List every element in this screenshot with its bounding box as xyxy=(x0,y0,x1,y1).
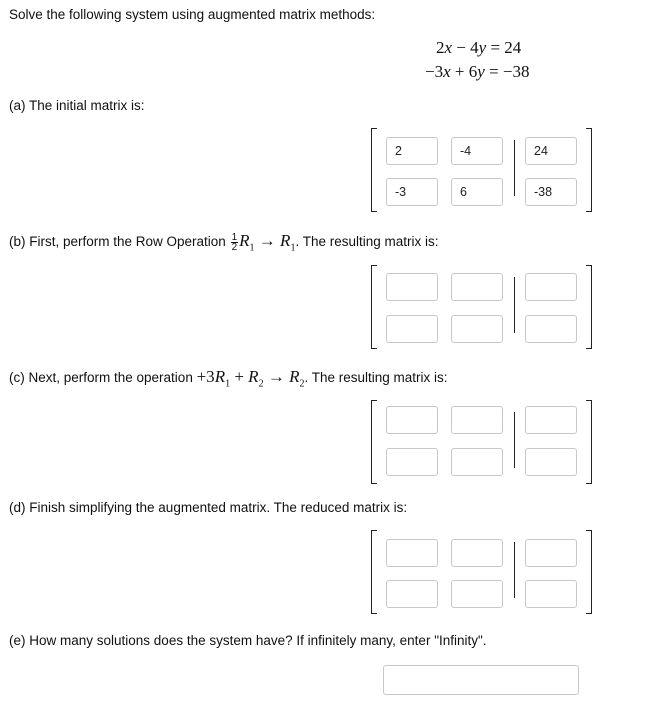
matrix-a-r1c2[interactable] xyxy=(451,137,503,165)
matrix-b-right-bracket xyxy=(586,265,592,349)
matrix-a-divider xyxy=(514,140,515,196)
matrix-b-r2c1[interactable] xyxy=(386,315,438,343)
matrix-c-r2c2[interactable] xyxy=(451,448,503,476)
matrix-d-r1c2[interactable] xyxy=(451,539,503,567)
part-a-label: (a) The initial matrix is: xyxy=(9,98,145,113)
matrix-a-r2c3[interactable] xyxy=(525,178,577,206)
eq2-rhs: −38 xyxy=(502,62,530,81)
part-e-label: (e) How many solutions does the system have? If infinitely many, enter "Infinity". xyxy=(9,633,487,648)
matrix-b-left-bracket xyxy=(371,265,377,349)
matrix-d-r2c1[interactable] xyxy=(386,580,438,608)
part-b-label: (b) First, perform the Row Operation $\frac{1}{2}$ $R_1 \to R_1$. The resulting matrix is: xyxy=(9,231,439,254)
part-c-label: (c) Next, perform the operation $+3R_1 + R_2 \to R_2$. The resulting matrix is: xyxy=(9,367,448,390)
equation-1: 2x − 4y = 24 xyxy=(436,38,522,57)
matrix-d-r1c1[interactable] xyxy=(386,539,438,567)
eq1-coef-y: 4 xyxy=(470,38,479,57)
matrix-c-right-bracket xyxy=(586,400,592,484)
part-b-label-suffix: . The resulting matrix is: xyxy=(295,234,439,249)
matrix-d-r2c3[interactable] xyxy=(525,580,577,608)
matrix-b-r1c3[interactable] xyxy=(525,273,577,301)
part-c-coefficient: +3 xyxy=(196,367,215,386)
part-c-label-suffix: . The resulting matrix is: xyxy=(304,370,448,385)
fraction-denominator: 2 xyxy=(231,241,238,253)
part-c-label-prefix: (c) Next, perform the operation xyxy=(9,370,193,385)
matrix-b-divider xyxy=(514,277,515,333)
eq2-coef-x: −3 xyxy=(425,62,444,81)
matrix-a-right-bracket xyxy=(586,128,592,212)
eq2-coef-y: 6 xyxy=(468,62,478,81)
matrix-d-divider xyxy=(514,542,515,598)
matrix-d-right-bracket xyxy=(586,530,592,614)
fraction-numerator: 1 xyxy=(231,231,238,243)
matrix-c-r1c1[interactable] xyxy=(386,406,438,434)
matrix-a-r1c1[interactable] xyxy=(386,137,438,165)
part-b-label-prefix: (b) First, perform the Row Operation xyxy=(9,234,226,249)
matrix-d-r2c2[interactable] xyxy=(451,580,503,608)
matrix-a-r1c3[interactable] xyxy=(525,137,577,165)
part-d-label: (d) Finish simplifying the augmented matrix. The reduced matrix is: xyxy=(9,500,408,515)
matrix-b-r2c2[interactable] xyxy=(451,315,503,343)
matrix-b-r1c1[interactable] xyxy=(386,273,438,301)
matrix-c-left-bracket xyxy=(371,400,377,484)
matrix-a-r2c2[interactable] xyxy=(451,178,503,206)
matrix-d-r1c3[interactable] xyxy=(525,539,577,567)
matrix-c-r2c3[interactable] xyxy=(525,448,577,476)
matrix-c-divider xyxy=(514,412,515,468)
matrix-b-r2c3[interactable] xyxy=(525,315,577,343)
matrix-c-r1c2[interactable] xyxy=(451,406,503,434)
matrix-a-left-bracket xyxy=(371,128,377,212)
matrix-c-r1c3[interactable] xyxy=(525,406,577,434)
matrix-a-r2c1[interactable] xyxy=(386,178,438,206)
matrix-d-left-bracket xyxy=(371,530,377,614)
problem-prompt: Solve the following system using augmented matrix methods: xyxy=(9,7,376,22)
solutions-count-input[interactable] xyxy=(383,665,579,695)
matrix-c-r2c1[interactable] xyxy=(386,448,438,476)
equation-2: −3x + 6y = −38 xyxy=(425,62,530,81)
part-b-fraction xyxy=(231,233,239,252)
matrix-b-r1c2[interactable] xyxy=(451,273,503,301)
eq1-coef-x: 2 xyxy=(436,38,445,57)
eq1-rhs: 24 xyxy=(504,38,522,57)
